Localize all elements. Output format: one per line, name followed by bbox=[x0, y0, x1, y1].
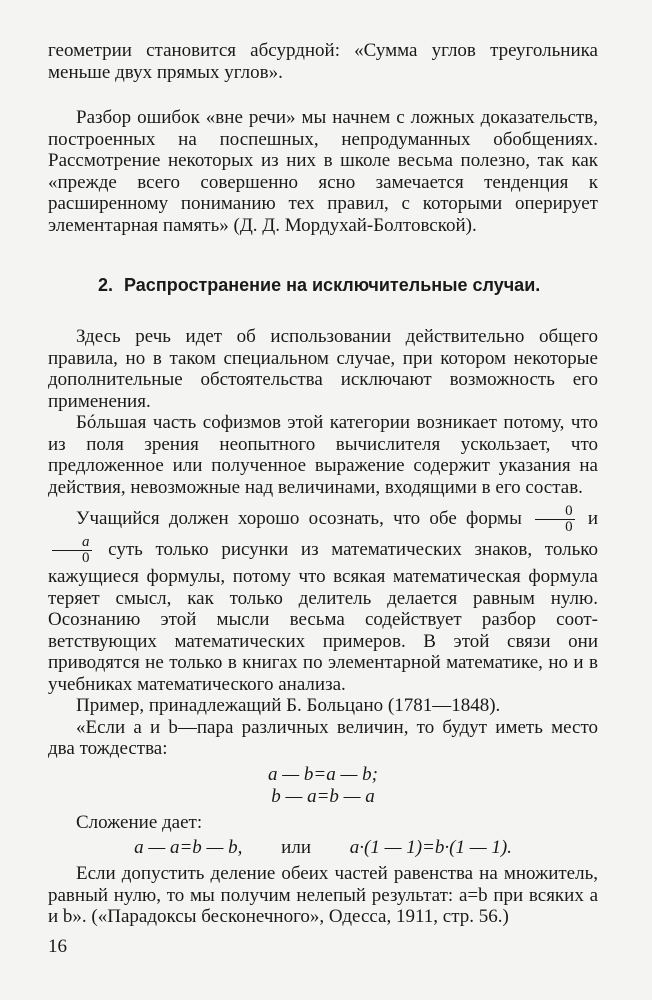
paragraph-2: Разбор ошибок «вне речи» мы начнем с ложных доказательств, построенных на поспешных, непродуманных обобщениях. Рассмотрение некоторых из них в школе весьма полезно, так как «прежде всего совершенно ясно замечается тенденция к расширенному пониманию тех правил, с которыми оперирует элементарная память» (Д. Д. Мордухай-Болтовской). bbox=[48, 107, 598, 236]
fraction-numerator bbox=[52, 535, 92, 551]
paragraph-7: «Если a и b—пара различных величин, то будут иметь место два тождества: bbox=[48, 716, 598, 759]
fraction-zero-over-zero bbox=[535, 504, 575, 535]
paragraph-5-rest: суть только рисунки из математических знаков, только кажущиеся формулы, потому что всякая математическая формула теряет смысл, как только делитель делается равным нулю. Осознанию этой мысли весьма содействует разбор соответствующих математических примеров. В этой связи они приводятся не только в книгах по элементарной математике, но и в учебниках математического анализа. bbox=[48, 538, 599, 695]
section-heading bbox=[98, 274, 598, 296]
paragraph-5 bbox=[48, 504, 598, 695]
fraction-a-over-zero bbox=[52, 535, 92, 566]
paragraph-6: Пример, принадлежащий Б. Больцано (1781—1848). bbox=[76, 695, 501, 716]
fraction-denominator: 0 bbox=[82, 550, 90, 566]
paragraph-5-start: Учащийся должен хорошо осознать, что обе формы bbox=[76, 507, 522, 529]
page-number: 16 bbox=[48, 936, 67, 957]
equation-2: b — a=b — a bbox=[271, 785, 375, 807]
paragraph-5-and: и bbox=[587, 507, 599, 529]
paragraph-4: Бóльшая часть софизмов этой категории возникает потому, что из поля зрения неопытного вычислителя ускользает, что предложенное или полученное выражение содержит указания на действия, невозможные над величинами, входящими в его состав. bbox=[48, 412, 598, 498]
equation-3-or: или bbox=[281, 837, 311, 858]
paragraph-9: Если допустить деление обеих частей равенства на множитель, равный нулю, то мы получим нелепый результат: a=b при всяких a и b». («Парадоксы бесконечного», Одесса, 1911, стр. 56.) bbox=[48, 863, 598, 927]
fraction-numerator: 0 bbox=[535, 504, 575, 520]
equation-3-right: a·(1 — 1)=b·(1 — 1). bbox=[349, 837, 512, 858]
fraction-numerator-var: a bbox=[82, 534, 90, 550]
section-title: Распространение на исключительные случаи. bbox=[124, 275, 541, 295]
section-number: 2. bbox=[98, 275, 114, 295]
fraction-denominator: 0 bbox=[565, 519, 573, 535]
paragraph-8: Сложение дает: bbox=[76, 811, 203, 833]
equation-3-left: a — a=b — b, bbox=[134, 837, 243, 858]
equation-1: a — b=a — b; bbox=[268, 763, 378, 785]
paragraph-3: Здесь речь идет об использовании действительно общего правила, но в таком специальном случае, при котором некоторые дополнительные обстоятельства исключают возможность его применения. bbox=[48, 326, 598, 412]
page-content bbox=[48, 40, 598, 928]
paragraph-1: геометрии становится абсурдной: «Сумма углов треугольника меньше двух прямых углов». bbox=[48, 40, 598, 83]
equation-3 bbox=[48, 837, 598, 859]
